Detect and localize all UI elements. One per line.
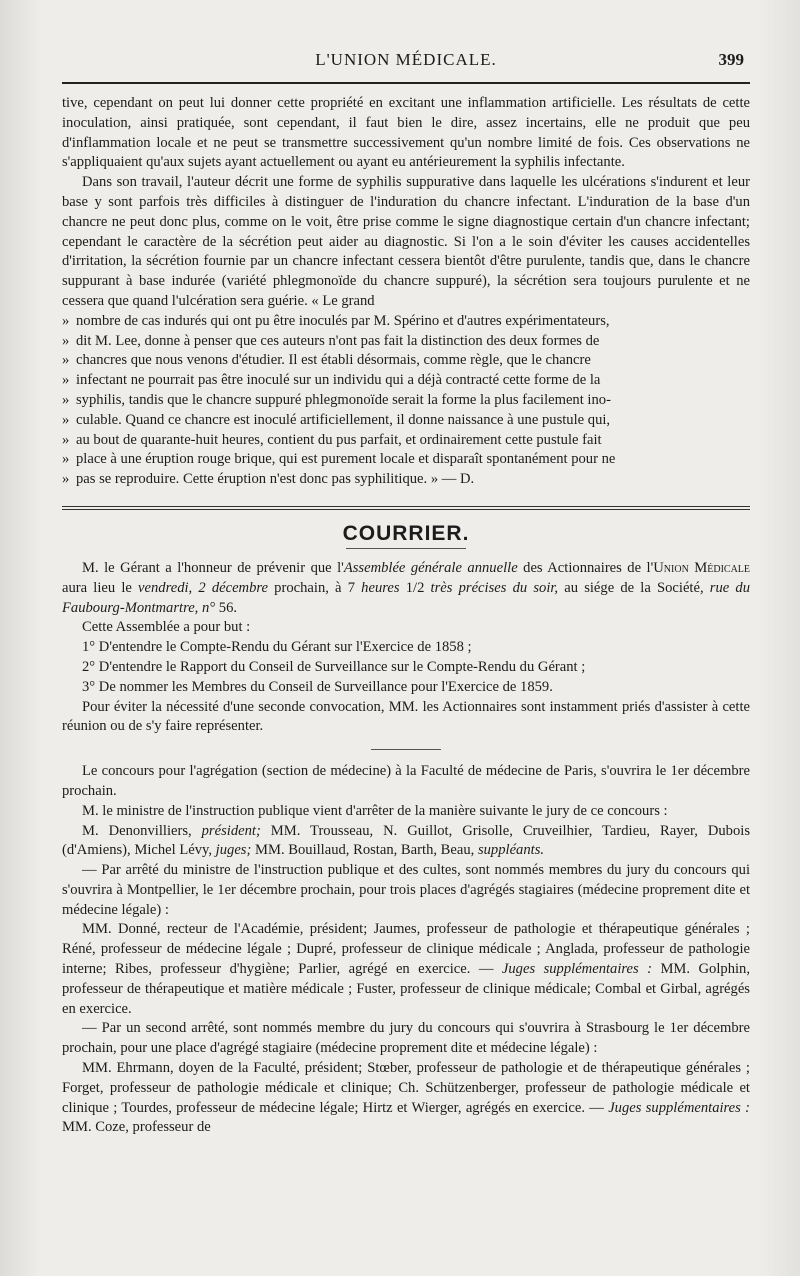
- quote-line-text: infectant ne pourrait pas être inoculé sur un individu qui a déjà contracté cette forme de la: [76, 372, 601, 389]
- quote-line: [62, 450, 750, 470]
- jury-paris: M. Denonvilliers, président; MM. Trousseau, N. Guillot, Grisolle, Cruveilhier, Tardieu, Rayer, Dubois (d'Amiens), Michel Lévy, juges; MM. Bouillaud, Rostan, Barth, Beau, suppléants.: [62, 822, 751, 859]
- guillemet-mark: »: [62, 372, 70, 389]
- quote-line: [62, 411, 750, 431]
- header-rule: [62, 82, 750, 84]
- guillemet-mark: »: [62, 471, 70, 488]
- quote-line: [62, 470, 750, 490]
- assembly-purpose: Cette Assemblée a pour but :: [82, 619, 251, 636]
- guillemet-mark: »: [62, 352, 70, 369]
- quote-line: [62, 371, 750, 391]
- quotation-block: [62, 312, 750, 490]
- jury-montpellier: MM. Donné, recteur de l'Académie, président; Jaumes, professeur de pathologie et thérapeutique générales ; Réné, professeur de médecine légale ; Dupré, professeur de clinique médicale ; Anglada, professeur de pathologie interne; Ribes, professeur d'hygiène; Parlier, agrégé en exercice. — Juges supplémentaires : MM. Golphin, professeur de thérapeutique et matière médicale ; Fuster, professeur de clinique médicale; Combal et Girbal, agrégés en exercice.: [62, 921, 750, 1017]
- quote-line: [62, 312, 750, 332]
- quote-line-text: syphilis, tandis que le chancre suppuré phlegmonoïde serait la forme la plus facilement ino-: [76, 391, 611, 408]
- paragraph: Dans son travail, l'auteur décrit une forme de syphilis suppurative dans laquelle les ulcérations s'indurent et leur base y sont parfois très difficiles à distinguer de l'induration du chancre infectant. L'induration de la base d'un chancre ne peut donc plus, comme on le voit, être prise comme le signe diagnostique certain d'un chancre infectant; cependant le caractère de la sécrétion peut aider au diagnostic. Si l'on a le soin d'éviter les causes accidentelles d'irritation, la sécrétion fournie par un chancre infectant cessera bientôt d'être purulente, tandis que, dans le chancre suppurant à base indurée (variété phlegmonoïde du chancre suppuré), la sécrétion sera toujours purulente et ne cessera que quand l'ulcération sera guérie. « Le grand: [62, 174, 750, 309]
- quote-line-text: au bout de quarante-huit heures, contient du pus parfait, et ordinairement cette pustule fait: [76, 431, 602, 448]
- section-title: COURRIER.: [342, 521, 470, 545]
- quote-line-text: nombre de cas indurés qui ont pu être inoculés par M. Spérino et d'autres expérimentateurs,: [76, 312, 610, 329]
- agenda-item-1: 1° D'entendre le Compte-Rendu du Gérant sur l'Exercice de 1858 ;: [82, 639, 472, 656]
- running-title: L'UNION MÉDICALE.: [315, 50, 497, 69]
- guillemet-mark: »: [62, 451, 70, 468]
- guillemet-mark: »: [62, 332, 70, 349]
- guillemet-mark: »: [62, 431, 70, 448]
- title-underline: [346, 548, 466, 549]
- quote-line-text: chancres que nous venons d'étudier. Il est établi désormais, comme règle, que le chancre: [76, 352, 591, 369]
- quote-line: [62, 332, 750, 352]
- quote-line-text: dit M. Lee, donne à penser que ces auteurs n'ont pas fait la distinction des deux formes de: [76, 332, 600, 349]
- guillemet-mark: »: [62, 411, 70, 428]
- concours-paragraph: — Par un second arrêté, sont nommés membre du jury du concours qui s'ouvrira à Strasbourg le 1er décembre prochain, pour une place d'agrégé stagiaire (médecine proprement dite et médecine légale) :: [62, 1020, 750, 1057]
- quote-line: [62, 431, 750, 451]
- quote-line: [62, 351, 750, 371]
- guillemet-mark: »: [62, 312, 70, 329]
- concours-paragraph: Le concours pour l'agrégation (section de médecine) à la Faculté de médecine de Paris, s'ouvrira le 1er décembre prochain.: [62, 763, 750, 799]
- quote-line-text: pas se reproduire. Cette éruption n'est donc pas syphilitique. » — D.: [76, 471, 475, 488]
- section-divider: [62, 506, 750, 510]
- courrier-section: [62, 522, 750, 1138]
- article-continuation: [62, 94, 750, 490]
- quote-line: [62, 391, 750, 411]
- agenda-item-3: 3° De nommer les Membres du Conseil de Surveillance pour l'Exercice de 1859.: [82, 678, 553, 695]
- quote-line-text: place à une éruption rouge brique, qui est purement locale et disparaît spontanément pour ne: [76, 451, 616, 468]
- assembly-notice: M. le Gérant a l'honneur de prévenir que l'Assemblée générale annuelle des Actionnaires de l'Union Médicale aura lieu le vendredi, 2 décembre prochain, à 7 heures 1/2 très précises du soir, au siége de la Société, rue du Faubourg-Montmartre, n° 56.: [62, 559, 751, 616]
- concours-paragraph: M. le ministre de l'instruction publique vient d'arrêter de la manière suivante le jury de ce concours :: [82, 802, 668, 819]
- short-divider: [371, 749, 441, 750]
- page-header: [62, 48, 750, 76]
- jury-strasbourg: MM. Ehrmann, doyen de la Faculté, président; Stœber, professeur de pathologie et de thérapeutique générales ; Forget, professeur de pathologie médicale et clinique; Ch. Schützenberger, professeur de pathologie médicale et clinique ; Tourdes, professeur de médecine légale; Hirtz et Wierger, agrégés en exercice. — Juges supplémentaires : MM. Coze, professeur de: [62, 1060, 750, 1136]
- quote-line-text: culable. Quand ce chancre est inoculé artificiellement, il donne naissance à une pustule qui,: [76, 411, 611, 428]
- paragraph: tive, cependant on peut lui donner cette propriété en excitant une inflammation artificielle. Les résultats de cette inoculation, ainsi pratiquée, sont cependant, il faut bien le dire, assez incertains, elle ne produit que peu d'inflammation locale et ne peut se transmettre successivement qu'un nombre limité de fois. Ces observations ne s'appliquaient qu'aux sujets ayant actuellement ou ayant eu antérieurement la syphilis infectante.: [62, 95, 750, 171]
- assembly-closing: Pour éviter la nécessité d'une seconde convocation, MM. les Actionnaires sont instamment priés d'assister à cette réunion ou de s'y faire représenter.: [62, 698, 750, 735]
- page-number: 399: [718, 50, 744, 69]
- concours-paragraph: — Par arrêté du ministre de l'instruction publique et des cultes, sont nommés membres du jury du concours qui s'ouvrira à Montpellier, le 1er décembre prochain, pour trois places d'agrégés stagiaires (médecine proprement dite et médecine légale) :: [62, 862, 750, 918]
- guillemet-mark: »: [62, 391, 70, 408]
- agenda-item-2: 2° D'entendre le Rapport du Conseil de Surveillance sur le Compte-Rendu du Gérant ;: [82, 658, 586, 675]
